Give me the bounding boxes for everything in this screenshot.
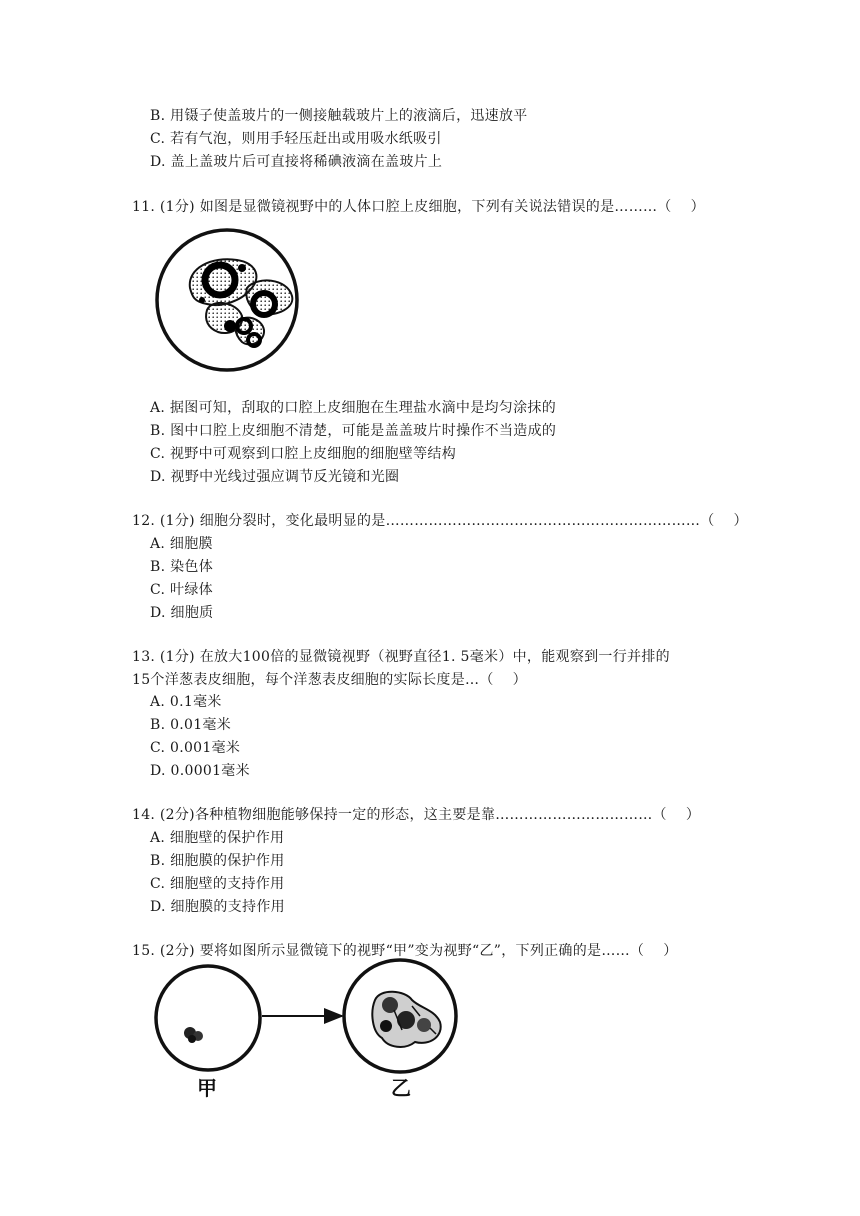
q14-option-c: C. 细胞壁的支持作用 [150, 876, 285, 892]
q13-option-b: B. 0.01毫米 [150, 717, 232, 733]
q13-option-d: D. 0.0001毫米 [150, 763, 250, 779]
q11-option-b: B. 图中口腔上皮细胞不清楚，可能是盖盖玻片时操作不当造成的 [150, 423, 557, 439]
q14-option-b: B. 细胞膜的保护作用 [150, 853, 285, 869]
q13-stem-line1: 13. (1分) 在放大100倍的显微镜视野（视野直径1. 5毫米）中，能观察到一行并排的 [132, 649, 670, 665]
q15-label-jia: 甲 [197, 1076, 217, 1100]
q11-option-d: D. 视野中光线过强应调节反光镜和光圈 [150, 469, 400, 485]
q11-stem: 11. (1分) 如图是显微镜视野中的人体口腔上皮细胞，下列有关说法错误的是………（ ） [132, 199, 705, 215]
q10-option-b: B. 用镊子使盖玻片的一侧接触载玻片上的液滴后，迅速放平 [150, 108, 528, 124]
q11-cheek-cell-figure [152, 228, 302, 373]
q15-stem: 15. (2分) 要将如图所示显微镜下的视野“甲”变为视野“乙”，下列正确的是……（ ） [132, 943, 678, 959]
q12-option-a: A. 细胞膜 [150, 536, 213, 552]
q10-option-d: D. 盖上盖玻片后可直接将稀碘液滴在盖玻片上 [150, 154, 443, 170]
q13-option-c: C. 0.001毫米 [150, 740, 241, 756]
q14-stem: 14. (2分)各种植物细胞能够保持一定的形态，这主要是靠……………………………（ ） [132, 807, 701, 823]
q12-stem: 12. (1分) 细胞分裂时，变化最明显的是…………………………………………………………（ ） [132, 513, 748, 529]
q10-option-c: C. 若有气泡，则用手轻压赶出或用吸水纸吸引 [150, 131, 442, 147]
q14-option-a: A. 细胞壁的保护作用 [150, 830, 285, 846]
q11-option-a: A. 据图可知，刮取的口腔上皮细胞在生理盐水滴中是均匀涂抹的 [150, 400, 557, 416]
q13-option-a: A. 0.1毫米 [150, 694, 222, 710]
q13-stem-line2: 15个洋葱表皮细胞，每个洋葱表皮细胞的实际长度是…（ ） [132, 672, 527, 688]
q12-option-c: C. 叶绿体 [150, 582, 213, 598]
q14-option-d: D. 细胞膜的支持作用 [150, 899, 285, 915]
q15-microscope-view-figure [150, 970, 470, 1070]
q15-label-yi: 乙 [391, 1076, 411, 1100]
q11-option-c: C. 视野中可观察到口腔上皮细胞的细胞壁等结构 [150, 446, 457, 462]
q12-option-d: D. 细胞质 [150, 605, 214, 621]
q12-option-b: B. 染色体 [150, 559, 213, 575]
